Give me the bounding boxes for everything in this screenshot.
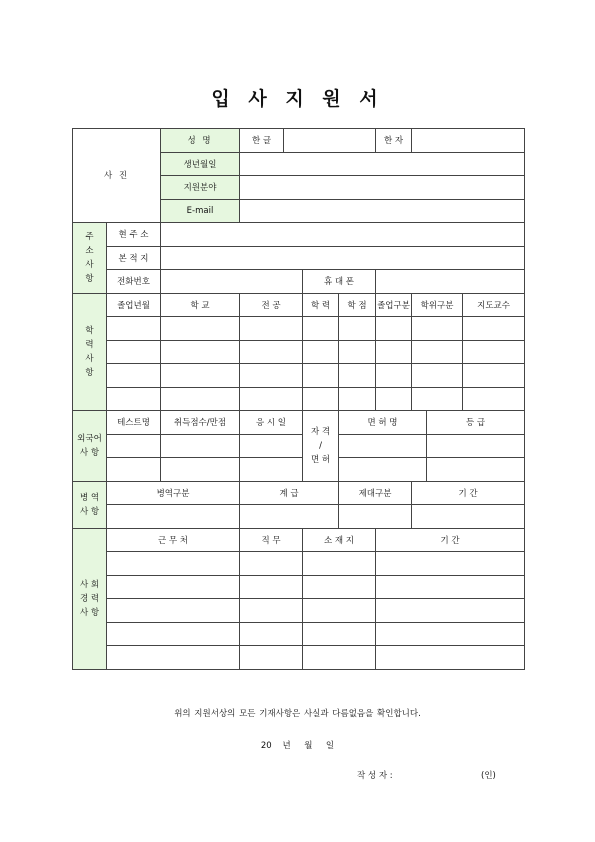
military-header-discharge: 제대구분	[339, 481, 412, 505]
education-row	[73, 364, 525, 388]
language-section-label: 외국어 사 항	[73, 411, 107, 482]
career-row	[73, 646, 525, 670]
career-header-duty: 직 무	[240, 528, 303, 552]
registered-address-label: 본 적 지	[107, 246, 161, 270]
mobile-field[interactable]	[376, 270, 525, 294]
career-header-location: 소 재 지	[303, 528, 376, 552]
edu-header-graduation: 졸업년월	[107, 293, 161, 317]
address-section-label: 주 소 사 항	[73, 223, 107, 294]
birth-field[interactable]	[240, 152, 525, 176]
edu-header-gpa: 학 점	[339, 293, 376, 317]
seal-label: (인)	[481, 771, 496, 781]
lang-header-test: 테스트명	[107, 411, 161, 435]
education-row	[73, 317, 525, 341]
hangul-name-field[interactable]	[284, 129, 376, 153]
date-line: 20 년 월 일	[260, 741, 335, 751]
email-field[interactable]	[240, 199, 525, 223]
registered-address-field[interactable]	[161, 246, 525, 270]
name-label: 성 명	[161, 129, 240, 153]
phone-field[interactable]	[161, 270, 303, 294]
author-label: 작 성 자 :	[357, 771, 393, 781]
lang-header-date: 응 시 일	[240, 411, 303, 435]
edu-header-school: 학 교	[161, 293, 240, 317]
field-input[interactable]	[240, 176, 525, 200]
career-section-label: 사 회 경 력 사 항	[73, 528, 107, 669]
lang-header-score: 취득점수/만점	[161, 411, 240, 435]
field-label: 지원분야	[161, 176, 240, 200]
confirmation-statement: 위의 지원서상의 모든 기재사항은 사실과 다름없음을 확인합니다.	[174, 709, 421, 719]
language-row	[73, 458, 525, 482]
career-row	[73, 622, 525, 646]
military-header-type: 병역구분	[107, 481, 240, 505]
license-section-label: 자 격 / 면 허	[303, 411, 339, 482]
military-section-label: 병 역 사 항	[73, 481, 107, 528]
edu-header-degree-type: 학위구분	[412, 293, 463, 317]
edu-header-graduation-type: 졸업구분	[376, 293, 412, 317]
career-row	[73, 575, 525, 599]
birth-label: 생년월일	[161, 152, 240, 176]
edu-header-major: 전 공	[240, 293, 303, 317]
current-address-field[interactable]	[161, 223, 525, 247]
language-row	[73, 434, 525, 458]
military-header-period: 기 간	[412, 481, 525, 505]
career-row	[73, 552, 525, 576]
current-address-label: 현 주 소	[107, 223, 161, 247]
hanja-name-field[interactable]	[412, 129, 525, 153]
career-header-workplace: 근 무 처	[107, 528, 240, 552]
application-form-table	[72, 128, 525, 670]
military-row	[73, 505, 525, 529]
photo-area[interactable]: 사 진	[73, 129, 161, 223]
license-header-grade: 등 급	[427, 411, 525, 435]
edu-header-advisor: 지도교수	[463, 293, 525, 317]
education-section-label: 학 력 사 항	[73, 293, 107, 411]
form-title: 입 사 지 원 서	[211, 88, 384, 110]
email-label: E-mail	[161, 199, 240, 223]
military-header-rank: 계 급	[240, 481, 339, 505]
career-row	[73, 599, 525, 623]
hangul-label: 한 글	[240, 129, 284, 153]
phone-label: 전화번호	[107, 270, 161, 294]
education-row	[73, 387, 525, 411]
mobile-label: 휴 대 폰	[303, 270, 376, 294]
education-row	[73, 340, 525, 364]
career-header-period: 기 간	[376, 528, 525, 552]
edu-header-degree-level: 학 력	[303, 293, 339, 317]
hanja-label: 한 자	[376, 129, 412, 153]
license-header-name: 면 허 명	[339, 411, 427, 435]
